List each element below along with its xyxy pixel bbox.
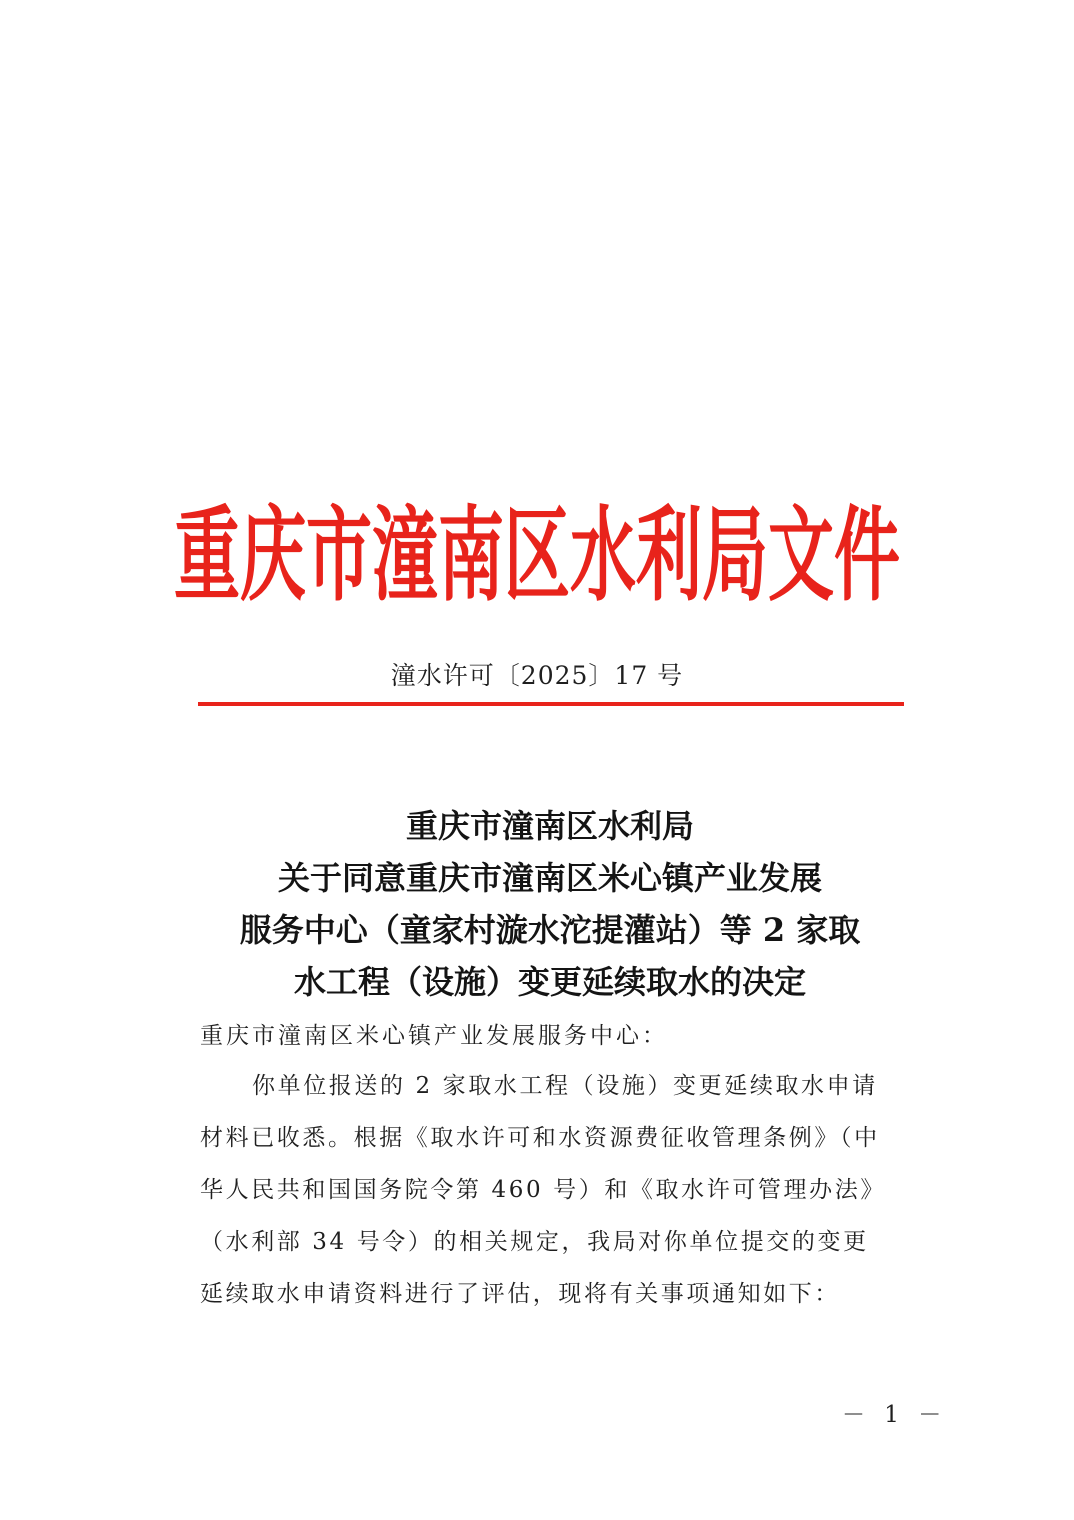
body-line: 延续取水申请资料进行了评估，现将有关事项通知如下： [200, 1281, 840, 1307]
title-line: 关于同意重庆市潼南区米心镇产业发展 [277, 859, 822, 897]
body-line: （水利部 34 号令）的相关规定，我局对你单位提交的变更 [200, 1229, 869, 1255]
red-divider-line [198, 702, 904, 706]
title-line: 服务中心（童家村漩水沱提灌站）等 2 家取 [239, 911, 861, 949]
document-masthead: 重庆市潼南区水利局文件 [174, 494, 900, 616]
page-number: － 1 － [842, 1402, 948, 1428]
document-number: 潼水许可〔2025〕17 号 [390, 661, 684, 690]
title-line: 水工程（设施）变更延续取水的决定 [293, 963, 806, 1001]
recipient-salutation: 重庆市潼南区米心镇产业发展服务中心： [200, 1023, 668, 1049]
title-line: 重庆市潼南区水利局 [405, 807, 694, 845]
body-paragraph [200, 1066, 910, 1326]
body-line: 你单位报送的 2 家取水工程（设施）变更延续取水申请 [252, 1073, 878, 1099]
body-line: 华人民共和国国务院令第 460 号）和《取水许可管理办法》 [200, 1177, 886, 1203]
document-title [190, 800, 910, 1008]
body-line: 材料已收悉。根据《取水许可和水资源费征收管理条例》（中 [200, 1125, 880, 1151]
